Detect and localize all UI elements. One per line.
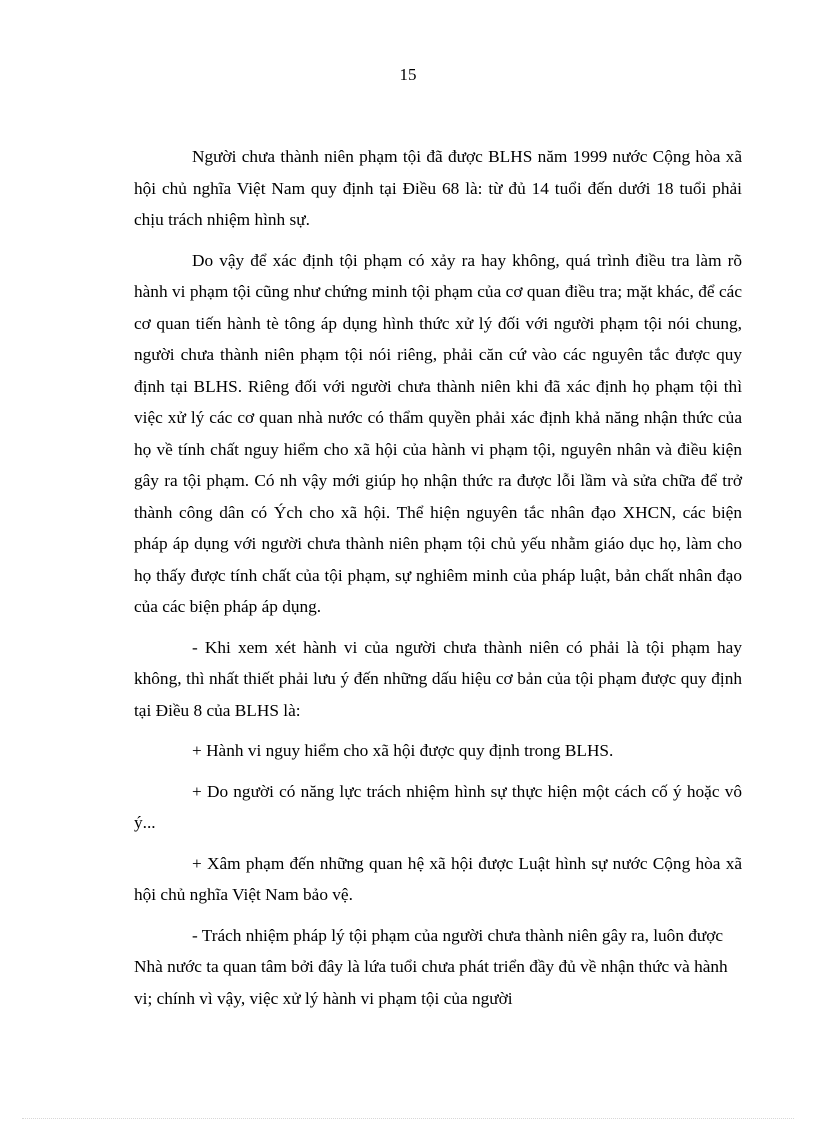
list-item-infringement: + Xâm phạm đến những quan hệ xã hội được Luật hình sự nước Cộng hòa xã hội chủ nghĩa Việt Nam bảo vệ. [134, 853, 742, 904]
list-item-capacity: + Do người có năng lực trách nhiệm hình sự thực hiện một cách cố ý hoặc vô ý... [134, 781, 742, 832]
body-text [134, 141, 742, 1023]
paragraph-considering-behavior: - Khi xem xét hành vi của người chưa thành niên có phải là tội phạm hay không, thì nhất thiết phải lưu ý đến những dấu hiệu cơ bản của tội phạm được quy định tại Điều 8 của BLHS là: [134, 637, 742, 720]
page-number: 15 [399, 65, 417, 84]
paragraph-determining-crime: Do vậy để xác định tội phạm có xảy ra hay không, quá trình điều tra làm rõ hành vi phạm tội cũng như chứng minh tội phạm của cơ quan điều tra; mặt khác, để các cơ quan tiến hành tè tông áp dụng hình thức xử lý đối với người phạm tội nói chung, người chưa thành niên phạm tội nói riêng, phải căn cứ vào các nguyên tắc được quy định tại BLHS. Riêng đối với người chưa thành niên khi đã xác định họ phạm tội thì việc xử lý các cơ quan nhà nước có thẩm quyền phải xác định khả năng nhận thức của họ về tính chất nguy hiểm cho xã hội của hành vi phạm tội, nguyên nhân và điều kiện gây ra tội phạm. Có nh vậy mới giúp họ nhận thức ra được lỗi lầm và sửa chữa để trở thành công dân có Ých cho xã hội. Thể hiện nguyên tắc nhân đạo XHCN, các biện pháp áp dụng với người chưa thành niên phạm tội chủ yếu nhằm giáo dục họ, làm cho họ thấy được tính chất của tội phạm, sự nghiêm minh của pháp luật, bản chất nhân đạo của các biện pháp áp dụng. [134, 250, 742, 616]
list-item-dangerous-act: + Hành vi nguy hiểm cho xã hội được quy định trong BLHS. [192, 741, 614, 760]
paragraph-legal-responsibility: - Trách nhiệm pháp lý tội phạm của người chưa thành niên gây ra, luôn được Nhà nước ta quan tâm bởi đây là lứa tuổi chưa phát triển đầy đủ về nhận thức và hành vi; chính vì vậy, việc xử lý hành vi phạm tội của người [134, 925, 728, 1008]
page-bottom-divider [22, 1118, 794, 1119]
paragraph-age-of-responsibility: Người chưa thành niên phạm tội đã được BLHS năm 1999 nước Cộng hòa xã hội chủ nghĩa Việt Nam quy định tại Điều 68 là: từ đủ 14 tuổi đến dưới 18 tuổi phải chịu trách nhiệm hình sự. [134, 147, 742, 229]
